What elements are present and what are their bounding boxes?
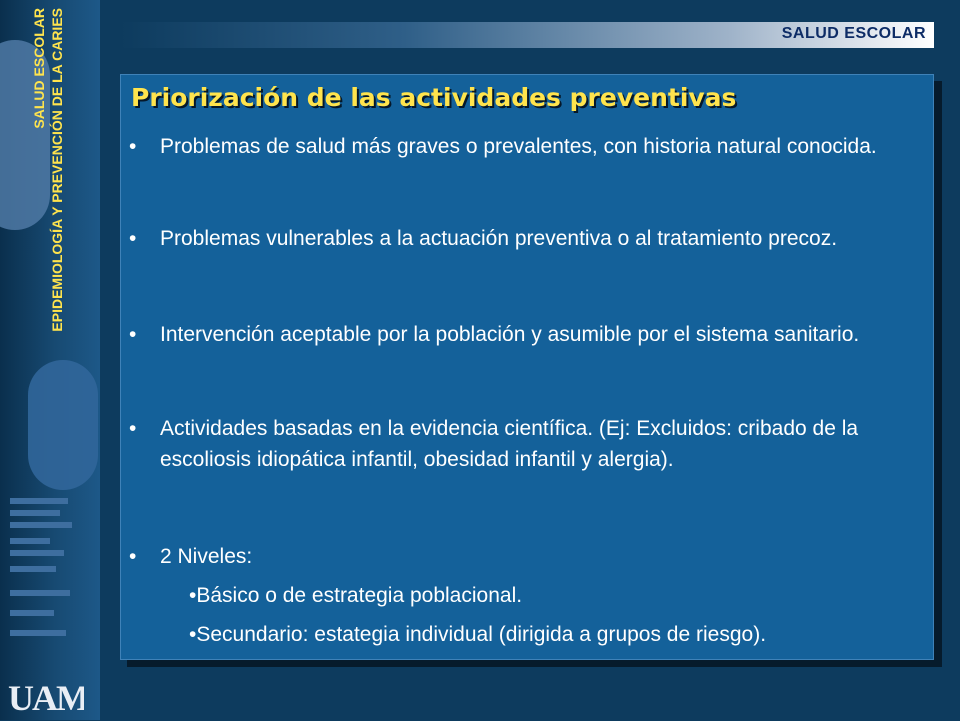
bullet-text: Actividades basadas en la evidencia científica. (Ej: Excluidos: cribado de la escoliosis idiopática infantil, obesidad infantil y alergia). bbox=[160, 417, 859, 471]
bullet-dot: • bbox=[129, 227, 137, 250]
bullet-dot: • bbox=[129, 545, 137, 568]
decorative-bar bbox=[10, 550, 64, 556]
bullet-dot: • bbox=[129, 417, 137, 440]
decorative-bar bbox=[10, 522, 72, 528]
sub-bullet-item: •Básico o de estrategia poblacional. bbox=[189, 584, 523, 607]
decorative-bar bbox=[10, 510, 60, 516]
decorative-bar bbox=[10, 566, 56, 572]
bullet-item bbox=[129, 541, 929, 572]
sidebar-band bbox=[0, 0, 100, 720]
bullet-text: Problemas vulnerables a la actuación preventiva o al tratamiento precoz. bbox=[160, 227, 838, 250]
decorative-bar bbox=[10, 538, 50, 544]
bullet-text: Problemas de salud más graves o prevalentes, con historia natural conocida. bbox=[160, 135, 877, 158]
slide-title: Priorización de las actividades preventivas bbox=[131, 83, 737, 112]
sidebar-title-line1: SALUD ESCOLAR bbox=[31, 8, 47, 129]
bullet-dot: • bbox=[129, 135, 137, 158]
sub-bullet-item: •Secundario: estategia individual (dirigida a grupos de riesgo). bbox=[189, 623, 767, 646]
bullet-item bbox=[129, 413, 929, 475]
bullet-item bbox=[129, 223, 929, 254]
decorative-bar bbox=[10, 630, 66, 636]
bullet-item bbox=[129, 131, 929, 162]
decorative-shape bbox=[28, 360, 98, 490]
decorative-bar bbox=[10, 498, 68, 504]
bullet-dot: • bbox=[129, 323, 137, 346]
bullet-text: Intervención aceptable por la población y asumible por el sistema sanitario. bbox=[160, 323, 860, 346]
logo-text: UAM bbox=[8, 678, 84, 716]
bullet-text: 2 Niveles: bbox=[160, 545, 253, 568]
sidebar-title-line2: EPIDEMIOLOGÍA Y PREVENCIÓN DE LA CARIES bbox=[49, 8, 65, 332]
uam-logo bbox=[6, 676, 84, 716]
bullet-item bbox=[129, 319, 929, 350]
decorative-shape bbox=[0, 40, 50, 230]
decorative-bar bbox=[10, 610, 54, 616]
decorative-bar bbox=[10, 590, 70, 596]
header-bar bbox=[120, 22, 934, 48]
header-label: SALUD ESCOLAR bbox=[781, 25, 926, 42]
content-panel bbox=[120, 74, 934, 660]
